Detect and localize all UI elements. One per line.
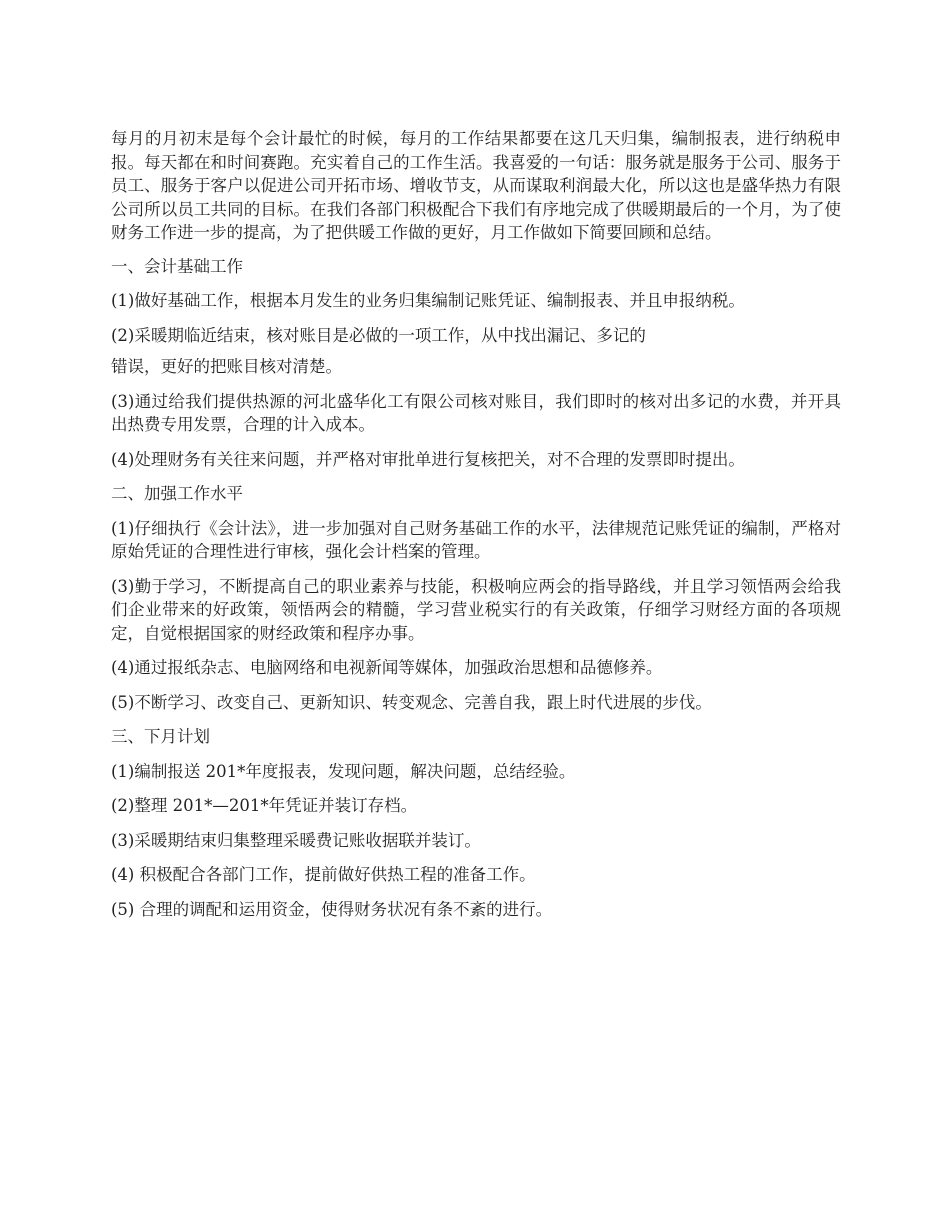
section3-item-5: (5) 合理的调配和运用资金，使得财务状况有条不紊的进行。 [111, 899, 553, 919]
section2-item-4: (4)通过报纸杂志、电脑网络和电视新闻等媒体，加强政治思想和品德修养。 [111, 658, 663, 677]
section3-item-3: (3)采暖期结束归集整理采暖费记账收据联并装订。 [111, 830, 481, 850]
section2-item-1: (1)仔细执行《会计法》，进一步加强对自己财务基础工作的水平，法律规范记账凭证的编制，严格对原始凭证的合理性进行审核，强化会计档案的管理。 [111, 518, 841, 561]
section3-item-1: (1)编制报送 201*年度报表，发现问题，解决问题，总结经验。 [111, 761, 576, 781]
section1-item-2-line-b: 错误，更好的把账目核对清楚。 [111, 357, 342, 376]
section1-item-1: (1)做好基础工作，根据本月发生的业务归集编制记账凭证、编制报表、并且申报纳税。 [111, 291, 745, 310]
intro-paragraph: 每月的月初末是每个会计最忙的时候，每月的工作结果都要在这几天归集，编制报表，进行纳税申报。每天都在和时间赛跑。充实着自己的工作生活。我喜爱的一句话：服务就是服务于公司、服务于员工、服务于客户以促进公司开拓市场、增收节支，从而谋取利润最大化，所以这也是盛华热力有限公司所以员工共同的目标。在我们各部门积极配合下我们有序地完成了供暖期最后的一个月，为了使财务工作进一步的提高，为了把供暖工作做的更好，月工作做如下简要回顾和总结。 [111, 129, 841, 242]
section-heading-3: 三、下月计划 [111, 727, 210, 746]
section2-item-5: (5)不断学习、改变自己、更新知识、转变观念、完善自我，跟上时代进展的步伐。 [111, 692, 712, 712]
section2-item-3: (3)勤于学习，不断提高自己的职业素养与技能，积极响应两会的指导路线，并且学习领悟两会给我们企业带来的好政策，领悟两会的精髓，学习营业税实行的有关政策，仔细学习财经方面的各项规定，自觉根据国家的财经政策和程序办事。 [111, 576, 841, 643]
section1-item-3: (3)通过给我们提供热源的河北盛华化工有限公司核对账目，我们即时的核对出多记的水费，并开具出热费专用发票，合理的计入成本。 [111, 391, 841, 434]
document-body [111, 127, 841, 932]
section-heading-1: 一、会计基础工作 [111, 256, 243, 276]
section-heading-2: 二、加强工作水平 [111, 484, 243, 503]
section1-item-2-line-a: (2)采暖期临近结束，核对账目是必做的一项工作，从中找出漏记、多记的 [111, 325, 646, 345]
section1-item-4: (4)处理财务有关往来问题，并严格对审批单进行复核把关，对不合理的发票即时提出。 [111, 449, 745, 469]
section3-item-2: (2)整理 201*—201*年凭证并装订存档。 [111, 796, 418, 815]
section3-item-4: (4) 积极配合各部门工作，提前做好供热工程的准备工作。 [111, 865, 536, 884]
